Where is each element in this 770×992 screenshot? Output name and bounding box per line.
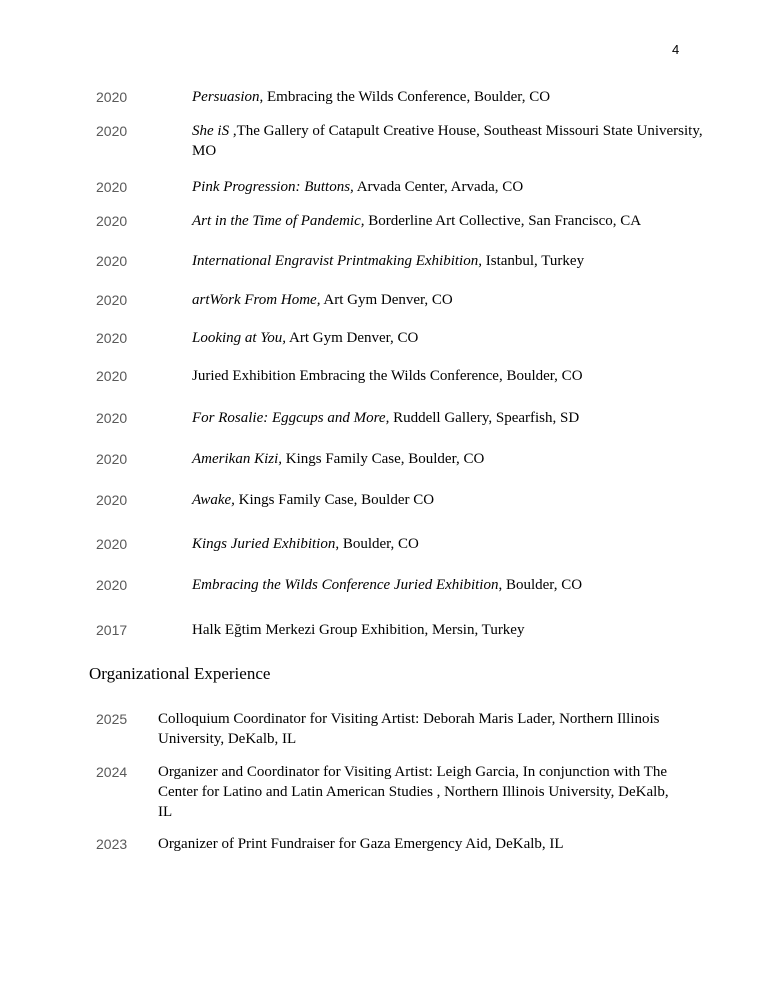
exhibition-description xyxy=(192,251,726,271)
organizational-year: 2024 xyxy=(96,764,128,780)
exhibition-venue: Arvada Center, Arvada, CO xyxy=(353,179,524,195)
exhibition-description xyxy=(192,177,726,197)
exhibition-title: She iS xyxy=(192,123,230,139)
exhibition-title: Art in the Time of Pandemic, xyxy=(192,213,365,229)
exhibition-year: 2020 xyxy=(96,123,128,139)
exhibition-title: artWork From Home, xyxy=(192,292,321,308)
exhibition-description xyxy=(192,620,726,640)
section-heading-organizational-experience: Organizational Experience xyxy=(89,664,271,683)
exhibition-year: 2020 xyxy=(96,292,128,308)
exhibition-year: 2020 xyxy=(96,179,128,195)
exhibition-venue: Juried Exhibition Embracing the Wilds Conference, Boulder, CO xyxy=(192,368,583,384)
page-number: 4 xyxy=(672,42,680,57)
exhibition-title: Awake, xyxy=(192,492,235,508)
exhibition-year: 2020 xyxy=(96,368,128,384)
exhibition-year: 2020 xyxy=(96,410,128,426)
exhibition-description xyxy=(192,449,726,469)
exhibition-description xyxy=(192,290,726,310)
exhibition-description xyxy=(192,408,726,428)
exhibition-description xyxy=(192,534,726,554)
exhibition-description xyxy=(192,87,726,107)
exhibition-title: Kings Juried Exhibition xyxy=(192,536,336,552)
exhibition-year: 2020 xyxy=(96,451,128,467)
exhibition-venue: Art Gym Denver, CO xyxy=(286,330,419,346)
exhibition-description xyxy=(192,575,726,595)
exhibition-venue: Art Gym Denver, CO xyxy=(320,292,453,308)
exhibition-description xyxy=(192,490,726,510)
exhibition-venue: Kings Family Case, Boulder, CO xyxy=(282,451,485,467)
exhibition-year: 2017 xyxy=(96,622,128,638)
exhibition-venue: Halk Eğtim Merkezi Group Exhibition, Mersin, Turkey xyxy=(192,622,525,638)
exhibition-title: Pink Progression: Buttons, xyxy=(192,179,354,195)
exhibition-venue: Borderline Art Collective, San Francisco, CA xyxy=(364,213,642,229)
exhibition-venue: , Embracing the Wilds Conference, Boulder, CO xyxy=(259,89,551,105)
exhibition-venue: Kings Family Case, Boulder CO xyxy=(234,492,435,508)
exhibition-title: Embracing the Wilds Conference Juried Exhibition xyxy=(192,577,499,593)
exhibition-year: 2020 xyxy=(96,330,128,346)
exhibition-description xyxy=(192,328,726,348)
exhibition-year: 2020 xyxy=(96,577,128,593)
exhibition-year: 2020 xyxy=(96,89,128,105)
exhibition-description xyxy=(192,366,726,386)
organizational-year: 2023 xyxy=(96,836,128,852)
exhibition-year: 2020 xyxy=(96,536,128,552)
exhibition-venue: , Boulder, CO xyxy=(335,536,419,552)
exhibition-venue: , Boulder, CO xyxy=(498,577,583,593)
exhibition-title: Amerikan Kizi, xyxy=(192,451,282,467)
exhibition-venue: Istanbul, Turkey xyxy=(481,253,585,269)
exhibition-venue: ,The Gallery of Catapult Creative House, Southeast Missouri State University, MO xyxy=(192,123,703,159)
exhibition-description xyxy=(192,211,726,231)
exhibition-title: Persuasion xyxy=(192,89,260,105)
organizational-description: Organizer and Coordinator for Visiting Artist: Leigh Garcia, In conjunction with The Center for Latino and Latin American Studies , Northern Illinois University, DeKalb, IL xyxy=(158,764,669,820)
organizational-description: Organizer of Print Fundraiser for Gaza Emergency Aid, DeKalb, IL xyxy=(158,836,564,852)
exhibition-title: For Rosalie: Eggcups and More, xyxy=(192,410,390,426)
exhibition-title: Looking at You, xyxy=(192,330,287,346)
organizational-description: Colloquium Coordinator for Visiting Artist: Deborah Maris Lader, Northern Illinois University, DeKalb, IL xyxy=(158,711,660,747)
exhibition-title: International Engravist Printmaking Exhibition, xyxy=(192,253,482,269)
organizational-year: 2025 xyxy=(96,711,128,727)
exhibition-description xyxy=(192,121,726,161)
exhibition-year: 2020 xyxy=(96,492,128,508)
exhibition-year: 2020 xyxy=(96,213,128,229)
exhibition-year: 2020 xyxy=(96,253,128,269)
exhibition-venue: Ruddell Gallery, Spearfish, SD xyxy=(389,410,580,426)
